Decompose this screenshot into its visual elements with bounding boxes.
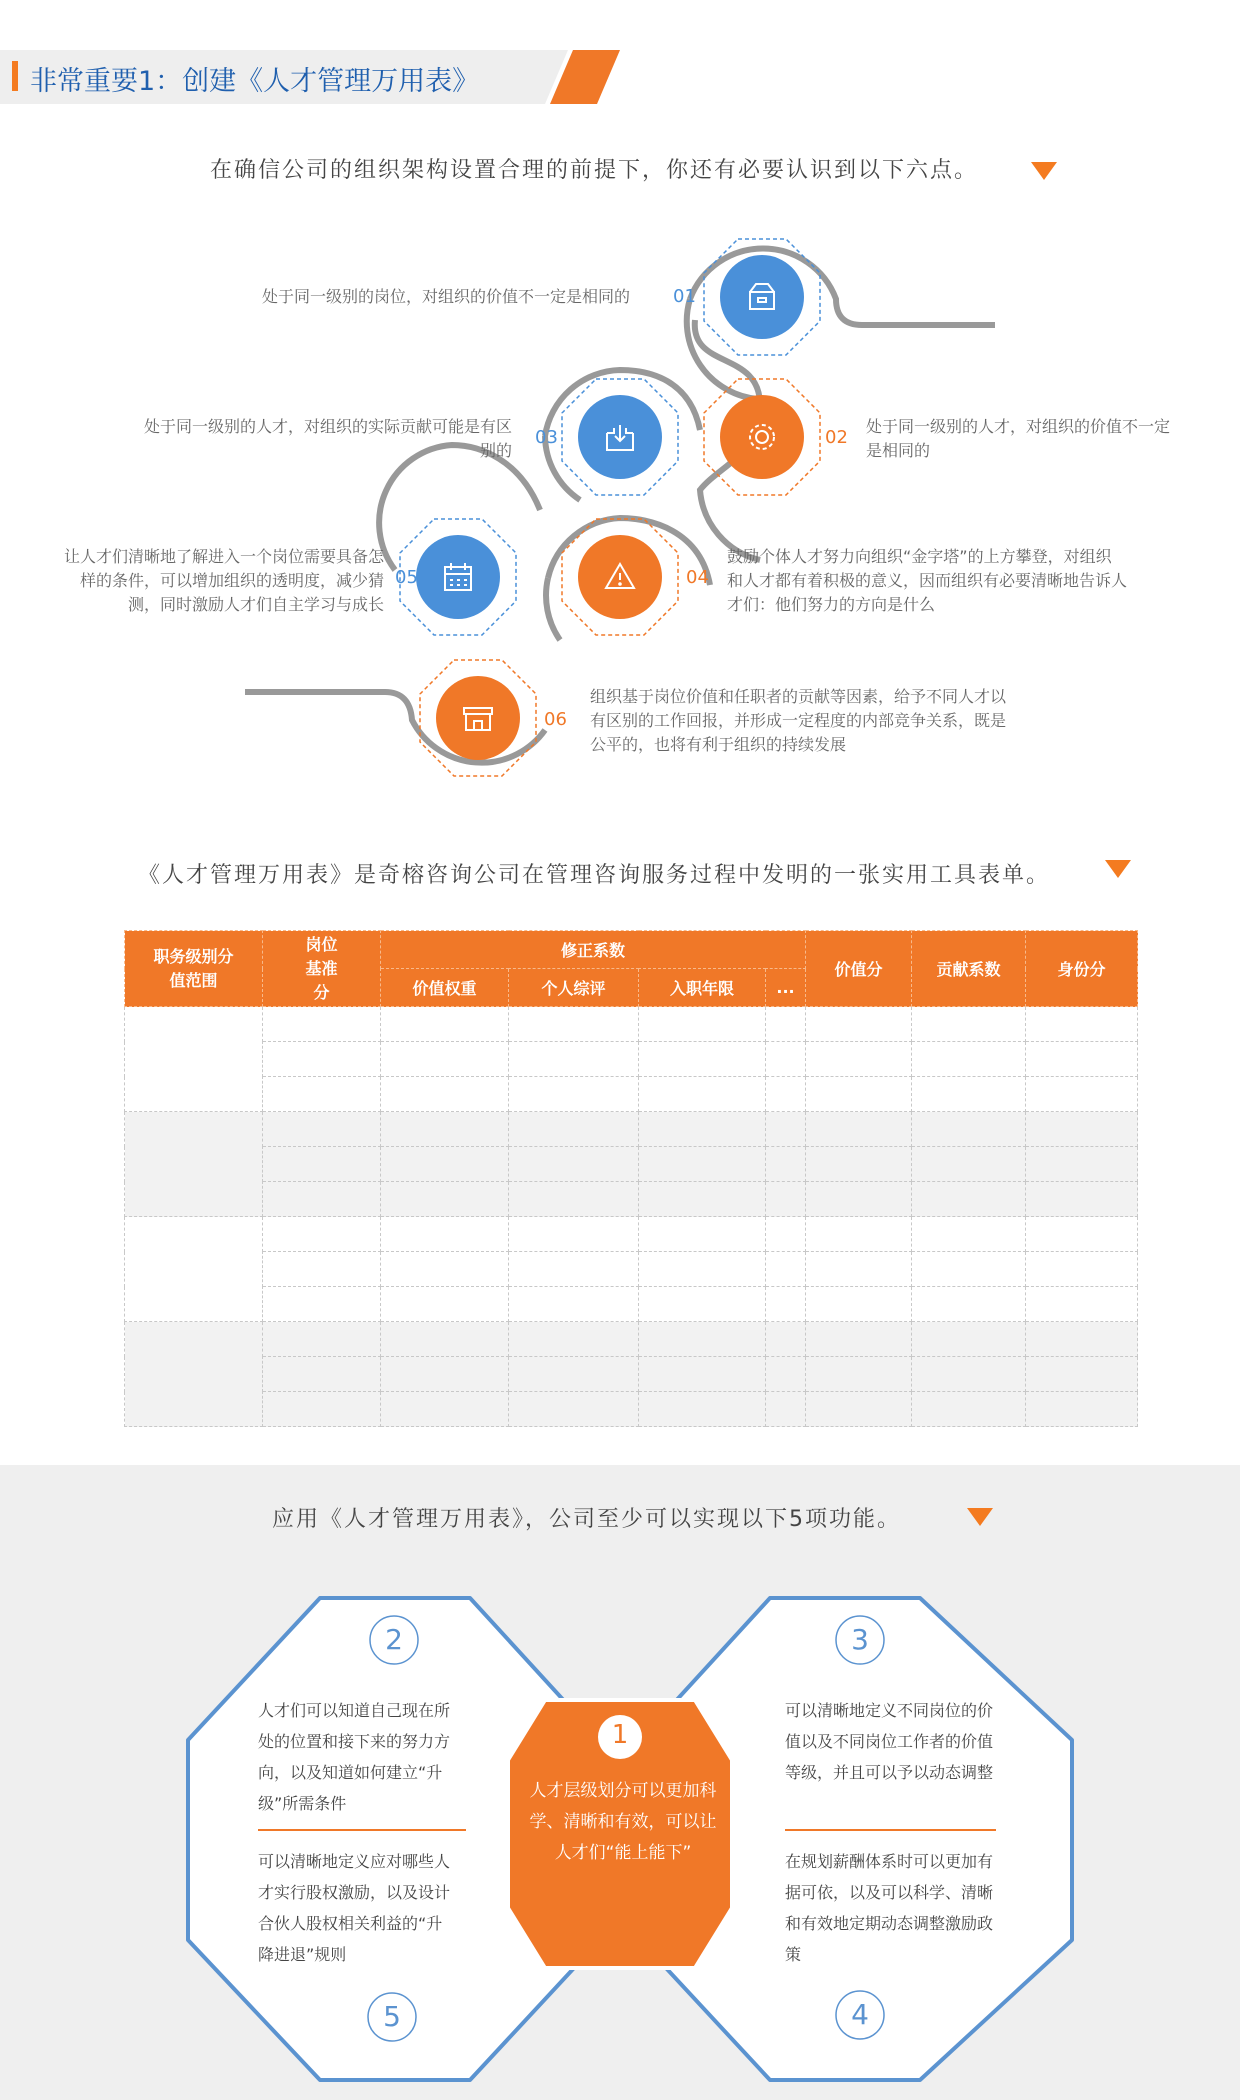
item-5-number: 5 [383,2000,401,2033]
item-1-text: 人才层级划分可以更加科学、清晰和有效，可以让人才们“能上能下” [529,1781,717,1863]
point-02-text: 处于同一级别的人才，对组织的价值不一定是相同的 [866,417,1171,460]
item-1-number: 1 [611,1720,629,1750]
item-2-text: 人才们可以知道自己现在所处的位置和接下来的努力方向，以及知道如何建立“升级”所需条件 [258,1701,451,1813]
section1-intro: 在确信公司的组织架构设置合理的前提下，你还有必要认识到以下六点。 [210,158,979,183]
section-banner [0,50,620,104]
point-02-circle [704,379,820,495]
table-row [125,1042,1138,1077]
point-06-number: 06 [544,709,567,730]
table-row [125,1147,1138,1182]
header-more: ... [766,969,806,1007]
header-level-range: 职务级别分值范围 [125,931,263,1007]
point-03-number: 03 [535,427,558,448]
table-row [125,1357,1138,1392]
down-arrow-icon [1105,860,1131,878]
item-3-text: 可以清晰地定义不同岗位的价值以及不同岗位工作者的价值等级，并且可以予以动态调整 [785,1701,994,1782]
item-4-number: 4 [851,1998,869,2031]
table-row [125,1322,1138,1357]
section2-intro: 《人才管理万用表》是奇榕咨询公司在管理咨询服务过程中发明的一张实用工具表单。 [138,863,1051,888]
header-value-score: 价值分 [806,931,912,1007]
header-identity-score: 身份分 [1026,931,1138,1007]
header-tenure: 入职年限 [639,969,766,1007]
item-5-text: 可以清晰地定义应对哪些人才实行股权激励，以及设计合伙人股权相关利益的“升降进退”规则 [258,1852,451,1964]
down-arrow-icon [967,1508,993,1526]
header-modify-coefficient: 修正系数 [381,931,806,969]
table-row [125,1392,1138,1427]
table-row [125,1287,1138,1322]
down-arrow-icon [1031,162,1057,180]
section3-intro: 应用《人才管理万用表》，公司至少可以实现以下5项功能。 [272,1507,901,1532]
point-04-number: 04 [686,567,709,588]
point-01-number: 01 [673,286,696,307]
point-01-text: 处于同一级别的岗位，对组织的价值不一定是相同的 [262,287,631,306]
item-3-number: 3 [851,1623,869,1656]
table-row [125,1182,1138,1217]
point-01-circle [704,239,820,355]
banner-accent-bar [12,61,18,91]
item-4-text: 在规划薪酬体系时可以更加有据可依，以及可以科学、清晰和有效地定期动态调整激励政策 [785,1852,994,1964]
point-05-text: 让人才们清晰地了解进入一个岗位需要具备怎样的条件，可以增加组织的透明度，减少猜测，同时激励人才们自主学习与成长 [63,547,384,614]
point-02-number: 02 [825,427,848,448]
point-03-circle [562,379,678,495]
table-row [125,1077,1138,1112]
table-row [125,1217,1138,1252]
point-04-text: 鼓励个体人才努力向组织“金字塔”的上方攀登，对组织和人才都有着积极的意义，因而组织有必要清晰地告诉人才们：他们努力的方向是什么 [727,547,1128,614]
point-06-text: 组织基于岗位价值和任职者的贡献等因素，给予不同人才以有区别的工作回报，并形成一定程度的内部竞争关系，既是公平的，也将有利于组织的持续发展 [590,687,1007,754]
point-03-text: 处于同一级别的人才，对组织的实际贡献可能是有区别的 [143,417,512,460]
point-06-circle [420,660,536,776]
header-contribution: 贡献系数 [912,931,1026,1007]
header-base-score: 岗位基准分 [263,931,381,1007]
point-05-number: 05 [395,567,418,588]
talent-management-table [124,930,1138,1427]
item-2-number: 2 [385,1623,403,1656]
header-personal-eval: 个人综评 [509,969,639,1007]
table-row [125,1007,1138,1042]
banner-title: 非常重要1：创建《人才管理万用表》 [30,66,480,97]
table-row [125,1112,1138,1147]
header-value-weight: 价值权重 [381,969,509,1007]
point-04-circle [562,519,678,635]
table-row [125,1252,1138,1287]
